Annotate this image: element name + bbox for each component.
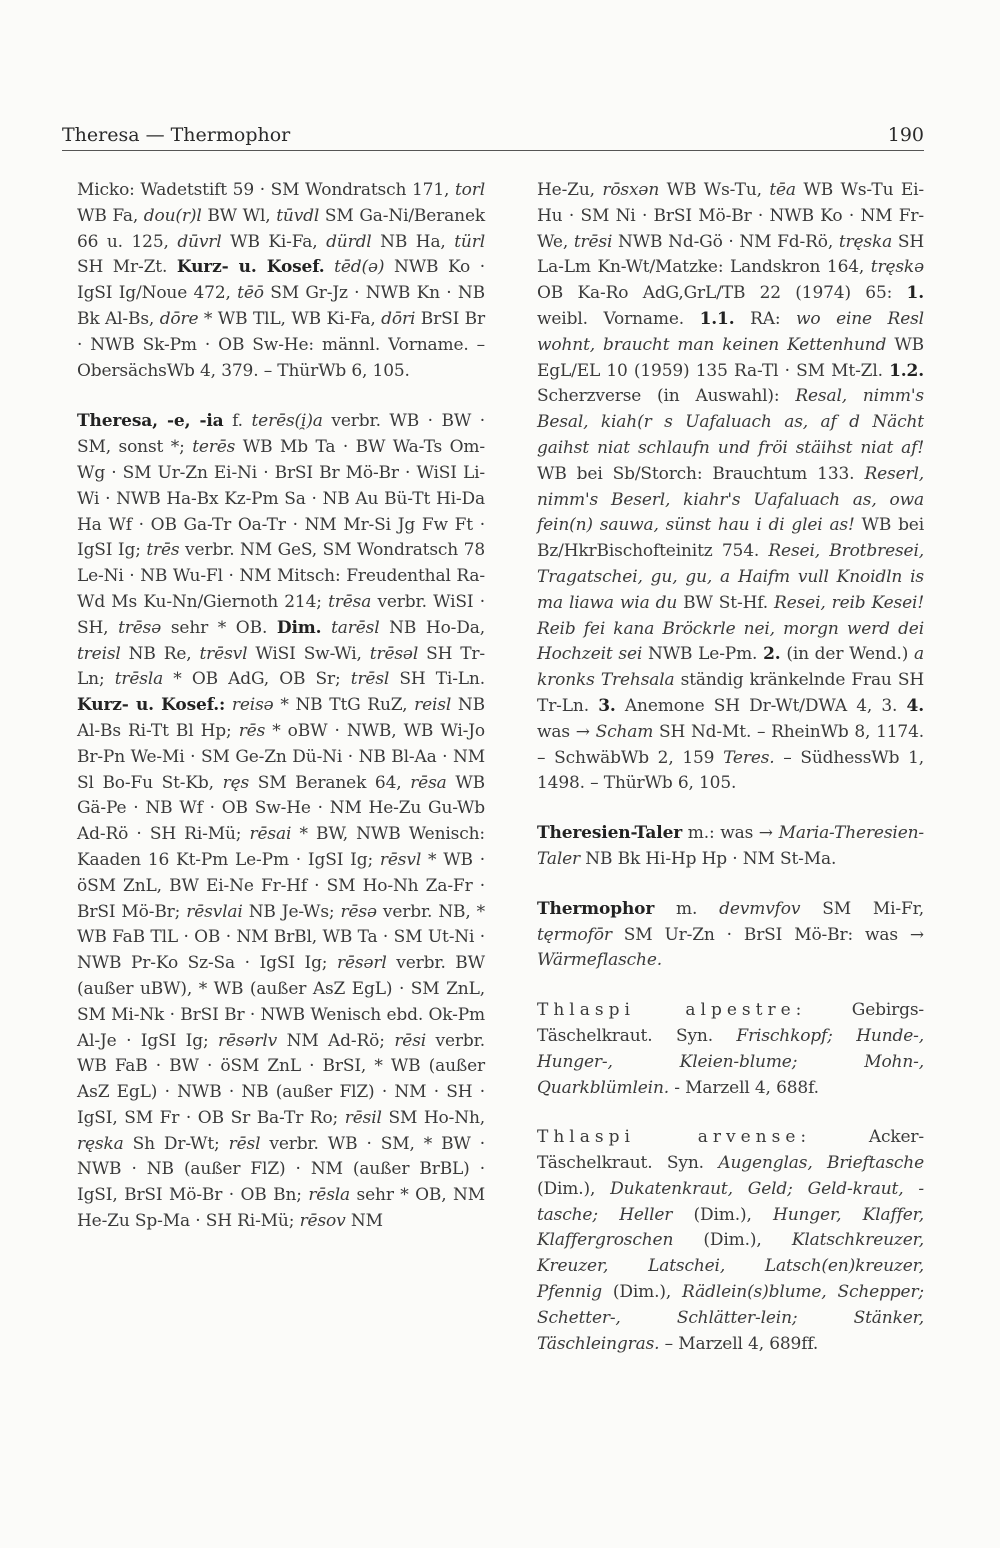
entry-thlaspi-alpestre: Thlaspi alpestre: Gebirgs-Täschelkraut. Syn. Frischkopf; Hunde-, Hunger-, Kleien-blume; Mohn-, Quarkblümlein. - Marzell 4, 688f. bbox=[537, 1000, 924, 1098]
entry-theresa: Theresa, -e, -ia f. terēs(i̯)a verbr. WB · BW · SM, sonst *; terēs WB Mb Ta · BW Wa-Ts Om-Wg · SM Ur-Zn Ei-Ni · BrSI Br Mö-Br · WiSI Li-Wi · NWB Ha-Bx Kz-Pm Sa · NB Au Bü-Tt Hi-Da Ha Wf · OB Ga-Tr Oa-Tr · NM Mr-Si Jg Fw Ft · IgSI Ig; trēs verbr. NM GeS, SM Wondratsch 78 Le-Ni · NB Wu-Fl · NM Mitsch: Freudenthal Ra-Wd Ms Ku-Nn/Giernoth 214; trēsa verbr. WiSI · SH, trēsə sehr * OB. Dim. tarēsl NB Ho-Da, treisl NB Re, trēsvl WiSI Sw-Wi, trēsəl SH Tr-Ln; trēsla * OB AdG, OB Sr; trēsl SH Ti-Ln. Kurz- u. Kosef.: reisə * NB TtG RuZ, reisl NB Al-Bs Ri-Tt Bl Hp; rēs * oBW · NWB, WB Wi-Jo Br-Pn We-Mi · SM Ge-Zn Dü-Ni · NB Bl-Aa · NM Sl Bo-Fu St-Kb, ręs SM Beranek 64, rēsa WB Gä-Pe · NB Wf · OB Sw-He · NM He-Zu Gu-Wb Ad-Rö · SH Ri-Mü; rēsai * BW, NWB Wenisch: Kaaden 16 Kt-Pm Le-Pm · IgSI Ig; rēsvl * WB · öSM ZnL, BW Ei-Ne Fr-Hf · SM Ho-Nh Za-Fr · BrSI Mö-Br; rēsvlai NB Je-Ws; rēsə verbr. NB, * WB FaB TlL · OB · NM BrBl, WB Ta · SM Ut-Ni · NWB Pr-Ko Sz-Sa · IgSI Ig; rēsərl verbr. BW (außer uBW), * WB (außer AsZ EgL) · SM ZnL, SM Mi-Nk · BrSI Br · NWB Wenisch ebd. Ok-Pm Al-Je · IgSI Ig; rēsərlv NM Ad-Rö; rēsi verbr. WB FaB · BW · öSM ZnL · BrSI, * WB (außer AsZ EgL) · NWB · NB (außer FlZ) · NM · SH · IgSI, SM Fr · OB Sr Ba-Tr Ro; rēsil SM Ho-Nh, ręska Sh Dr-Wt; rēsl verbr. WB · SM, * BW · NWB · NB (außer FlZ) · NM (außer BrBL) · IgSI, BrSI Mö-Br · OB Bn; rēsla sehr * OB, NM He-Zu Sp-Ma · SH Ri-Mü; rēsov NM bbox=[77, 411, 486, 1232]
entry-thermophor: Thermophor m. devmvfov SM Mi-Fr, tęrmofōr SM Ur-Zn · BrSI Mö-Br: was → Wärmeflasche. bbox=[537, 898, 924, 971]
entry-theresien-taler: Theresien-Taler m.: was → Maria-Theresien-Taler NB Bk Hi-Hp Hp · NM St-Ma. bbox=[537, 823, 924, 869]
right-column bbox=[537, 178, 924, 1357]
entry-theresa-continuation: He-Zu, rōsxən WB Ws-Tu, tēa WB Ws-Tu Ei-Hu · SM Ni · BrSI Mö-Br · NWB Ko · NM Fr-We, trēsi NWB Nd-Gö · NM Fd-Rö, tręska SH La-Lm Kn-Wt/Matzke: Landskron 164, tręskə OB Ka-Ro AdG,GrL/TB 22 (1974) 65: 1. weibl. Vorname. 1.1. RA: wo eine Resl wohnt, braucht man keinen Kettenhund WB EgL/EL 10 (1959) 135 Ra-Tl · SM Mt-Zl. 1.2. Scherzverse (in Auswahl): Resal, nimm's Besal, kiah(r s Uafaluach as, af d Nächt gaihst niat schlaufn und fröi stäihst niat af! WB bei Sb/Storch: Brauchtum 133. Reserl, nimm's Beserl, kiahr's Uafaluach as, owa fein(n) sauwa, sünst hau i di glei as! WB bei Bz/HkrBischofteinitz 754. Resei, Brotbresei, Tragatschei, gu, gu, a Haifm vull Knoidln is ma liawa wia du BW St-Hf. Resei, reib Kesei! Reib fei kana Bröckrle nei, morgn werd dei Hochzeit sei NWB Le-Pm. 2. (in der Wend.) a kronks Trehsala ständig kränkelnde Frau SH Tr-Ln. 3. Anemone SH Dr-Wt/DWA 4, 3. 4. was → Scham SH Nd-Mt. – RheinWb 8, 1174. – SchwäbWb 2, 159 Teres. – SüdhessWb 1, 1498. – ThürWb 6, 105. bbox=[537, 180, 925, 794]
running-head bbox=[62, 118, 924, 151]
page-title: Theresa — Thermophor bbox=[62, 124, 291, 146]
page-number: 190 bbox=[887, 124, 924, 146]
entry-thlaspi-arvense: Thlaspi arvense: Acker-Täschelkraut. Syn. Augenglas, Brieftasche (Dim.), Dukatenkraut, Geld; Geld-kraut, -tasche; Heller (Dim.), Hunger, Klaffer, Klaffergroschen (Dim.), Klatschkreuzer, Kreuzer, Latschei, Latsch(en)kreuzer, Pfennig (Dim.), Rädlein(s)blume, Schepper; Schetter-, Schlätter-lein; Stänker, Täschleingras. – Marzell 4, 689ff. bbox=[537, 1127, 925, 1354]
left-column bbox=[77, 178, 485, 1235]
entry-theodor-continuation: Micko: Wadetstift 59 · SM Wondratsch 171, torl WB Fa, dou(r)l BW Wl, tūvdl SM Ga-Ni/Beranek 66 u. 125, dūvrl WB Ki-Fa, dürdl NB Ha, türl SH Mr-Zt. Kurz- u. Kosef. tēd(ə) NWB Ko · IgSI Ig/Noue 472, tēō SM Gr-Jz · NWB Kn · NB Bk Al-Bs, dōre * WB TlL, WB Ki-Fa, dōri BrSI Br · NWB Sk-Pm · OB Sw-He: männl. Vorname. – ObersächsWb 4, 379. – ThürWb 6, 105. bbox=[77, 180, 486, 381]
